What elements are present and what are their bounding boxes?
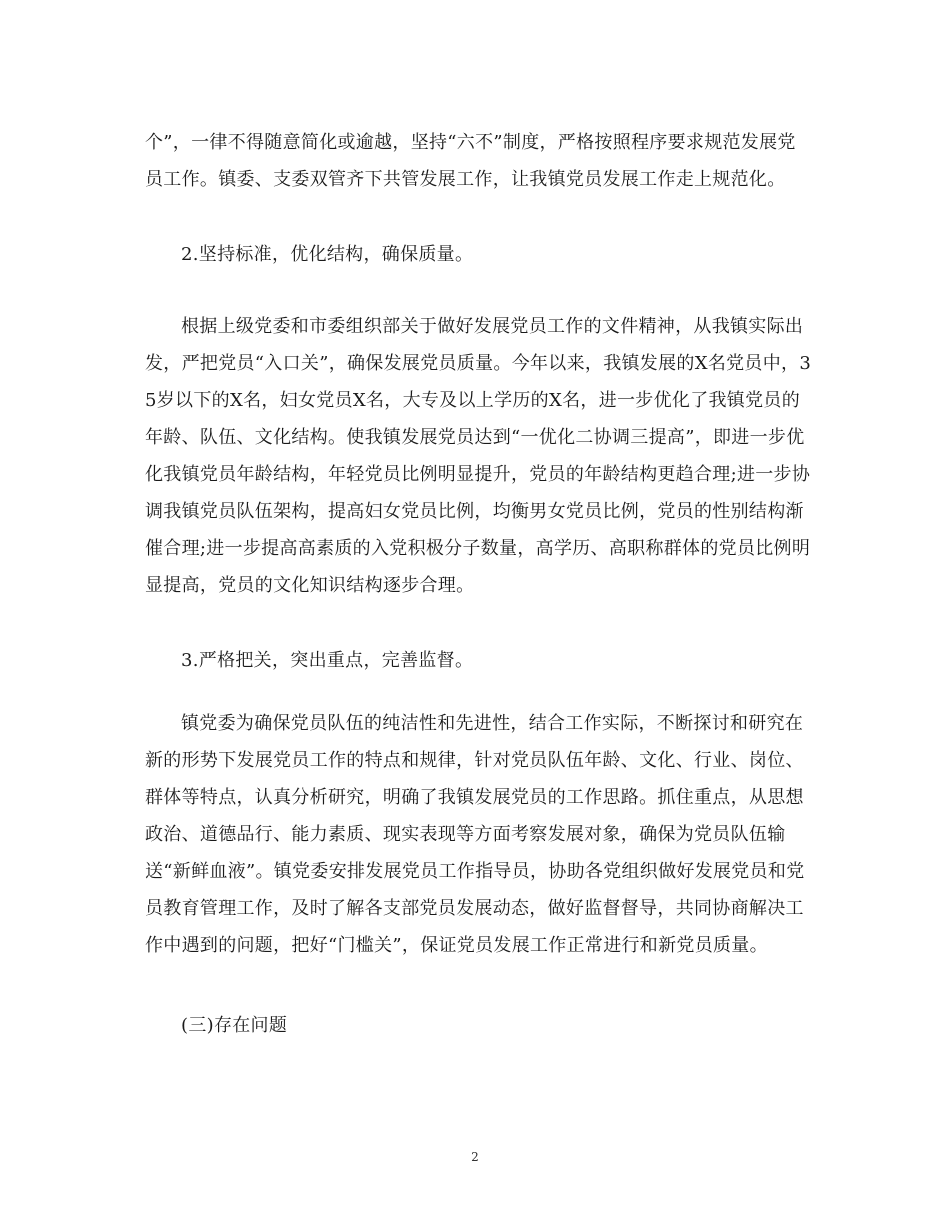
section-heading-3: 3.严格把关，突出重点，完善监督。 <box>181 650 474 671</box>
paragraph-supervision: 镇党委为确保党员队伍的纯洁性和先进性，结合工作实际，不断探讨和研究在新的形势下发展党员工作的特点和规律，针对党员队伍年龄、文化、行业、岗位、群体等特点，认真分析研究，明确了我镇发展党员的工作思路。抓住重点，从思想政治、道德品行、能力素质、现实表现等方面考察发展对象，确保为党员队伍输送“新鲜血液”。镇党委安排发展党员工作指导员，协助各党组织做好发展党员和党员教育管理工作，及时了解各支部党员发展动态，做好监督督导，共同协商解决工作中遇到的问题，把好“门槛关”，保证党员发展工作正常进行和新党员质量。 <box>145 713 805 956</box>
section-heading-problems: (三)存在问题 <box>181 1015 288 1036</box>
section-heading-2: 2.坚持标准，优化结构，确保质量。 <box>181 244 474 265</box>
paragraph-structure: 根据上级党委和市委组织部关于做好发展党员工作的文件精神，从我镇实际出发，严把党员“入口关”，确保发展党员质量。今年以来，我镇发展的X名党员中，35岁以下的X名，妇女党员X名，大专及以上学历的X名，进一步优化了我镇党员的年龄、队伍、文化结构。使我镇发展党员达到“一优化二协调三提高”，即进一步优化我镇党员年龄结构，年轻党员比例明显提升，党员的年龄结构更趋合理;进一步协调我镇党员队伍架构，提高妇女党员比例，均衡男女党员比例，党员的性别结构渐催合理;进一步提高高素质的入党积极分子数量，高学历、高职称群体的党员比例明显提高，党员的文化知识结构逐步合理。 <box>145 316 812 596</box>
paragraph-continuation: 个”，一律不得随意简化或逾越，坚持“六不”制度，严格按照程序要求规范发展党员工作。镇委、支委双管齐下共管发展工作，让我镇党员发展工作走上规范化。 <box>145 132 796 190</box>
page-number: 2 <box>471 1150 479 1164</box>
